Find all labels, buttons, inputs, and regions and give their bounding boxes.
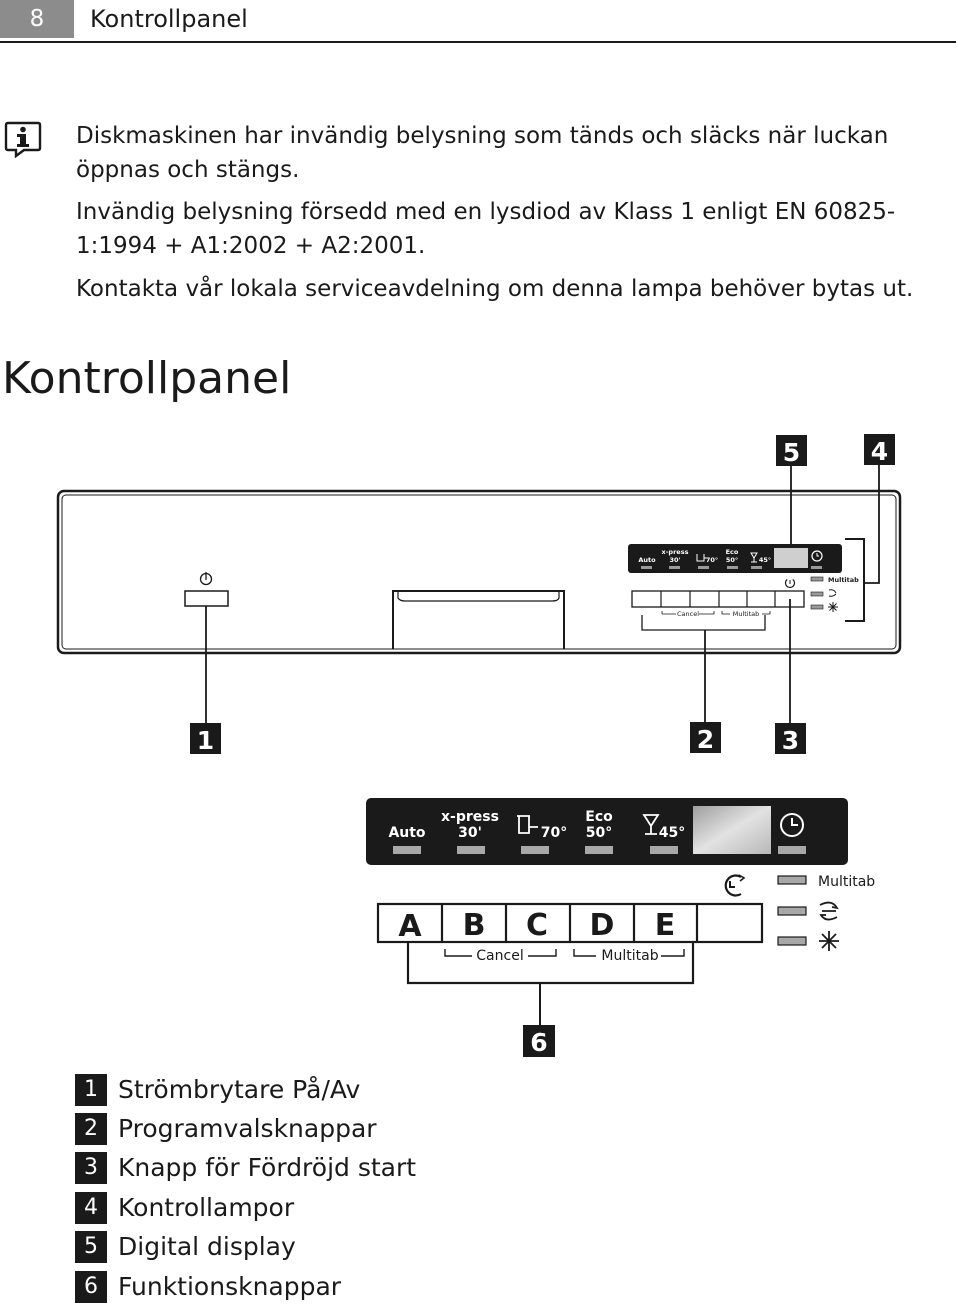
button-d[interactable]: D xyxy=(589,908,615,943)
callout-1: 1 xyxy=(196,726,215,755)
detail-label-eco: Eco xyxy=(585,809,613,825)
delay-start-icon xyxy=(726,876,741,896)
program-led xyxy=(585,846,613,854)
legend-label: Programvalsknappar xyxy=(118,1114,377,1144)
lamp-multitab xyxy=(811,577,823,581)
salt-icon xyxy=(828,602,838,612)
control-panel-overview xyxy=(0,425,960,760)
program-led xyxy=(778,846,806,854)
legend-number: 5 xyxy=(75,1231,107,1263)
overview-label-auto: Auto xyxy=(638,556,656,564)
legend-label: Knapp för Fördröjd start xyxy=(118,1153,417,1183)
lamp-rinse-aid xyxy=(778,907,806,915)
detail-label-70: 70° xyxy=(540,825,568,841)
detail-label-xpress: x-press xyxy=(441,809,499,825)
legend-number: 3 xyxy=(75,1152,107,1184)
info-icon xyxy=(4,120,42,158)
legend-item xyxy=(75,1149,416,1188)
overview-digital-display xyxy=(774,548,808,568)
overview-label-xpress-temp: 30' xyxy=(669,556,681,564)
overview-label-eco: Eco xyxy=(725,548,739,556)
detail-indicator-multitab: Multitab xyxy=(818,874,876,890)
legend-number: 2 xyxy=(75,1113,107,1145)
callout-4: 4 xyxy=(870,437,889,466)
detail-cancel-label: Cancel xyxy=(476,948,524,964)
detail-label-eco-temp: 50° xyxy=(585,825,613,841)
legend-number: 1 xyxy=(75,1074,107,1106)
lamp-rinse-aid xyxy=(811,592,823,596)
control-panel-detail xyxy=(360,790,880,1060)
legend-item xyxy=(75,1267,416,1306)
legend-item xyxy=(75,1070,416,1109)
callout-6: 6 xyxy=(530,1028,548,1057)
legend-list xyxy=(75,1070,416,1306)
detail-label-auto: Auto xyxy=(388,825,426,841)
info-paragraph: Diskmaskinen har invändig belysning som tänds och släcks när luckan öppnas och stängs. xyxy=(76,123,889,183)
legend-item xyxy=(75,1109,416,1148)
callout-3: 3 xyxy=(781,726,800,755)
callout-5: 5 xyxy=(782,438,801,467)
button-e[interactable]: E xyxy=(654,908,676,943)
lamp-salt xyxy=(778,937,806,945)
page-number: 8 xyxy=(0,0,74,38)
header-title: Kontrollpanel xyxy=(90,5,248,33)
program-led xyxy=(521,846,549,854)
overview-button-row xyxy=(632,591,804,607)
salt-icon xyxy=(819,931,839,951)
overview-label-xpress: x-press xyxy=(661,548,689,556)
callout-2: 2 xyxy=(696,725,715,754)
detail-label-45: 45° xyxy=(658,825,686,841)
overview-cancel-label: Cancel xyxy=(676,610,700,618)
info-paragraph: Invändig belysning försedd med en lysdiod av Klass 1 enligt EN 60825-1:1994 + A1:2002 + A2:2001. xyxy=(76,199,896,259)
detail-multitab-label: Multitab xyxy=(601,948,659,964)
overview-multitab-label: Multitab xyxy=(732,610,760,618)
section-title: Kontrollpanel xyxy=(2,353,292,404)
door-handle xyxy=(393,591,564,649)
legend-label: Digital display xyxy=(118,1232,296,1262)
lamp-multitab xyxy=(778,876,806,884)
button-a[interactable]: A xyxy=(398,909,422,944)
legend-item xyxy=(75,1228,416,1267)
overview-label-45: 45° xyxy=(758,556,772,564)
program-led xyxy=(457,846,485,854)
overview-label-eco-temp: 50° xyxy=(725,556,739,564)
rinse-aid-icon xyxy=(829,590,836,596)
button-b[interactable]: B xyxy=(462,908,486,943)
overview-indicator-multitab: Multitab xyxy=(828,576,859,584)
legend-label: Strömbrytare På/Av xyxy=(118,1074,361,1104)
info-paragraph: Kontakta vår lokala serviceavdelning om denna lampa behöver bytas ut. xyxy=(76,276,914,302)
program-led xyxy=(393,846,421,854)
detail-digital-display xyxy=(693,806,771,854)
detail-label-xpress-temp: 30' xyxy=(458,825,482,841)
legend-item xyxy=(75,1188,416,1227)
button-c[interactable]: C xyxy=(525,908,549,943)
power-switch xyxy=(185,591,228,606)
legend-number: 4 xyxy=(75,1192,107,1224)
overview-label-70: 70° xyxy=(705,556,719,564)
header-divider xyxy=(0,41,956,43)
legend-label: Kontrollampor xyxy=(118,1192,295,1222)
lamp-salt xyxy=(811,605,823,609)
legend-number: 6 xyxy=(75,1271,107,1303)
legend-label: Funktionsknappar xyxy=(118,1271,342,1301)
program-led xyxy=(650,846,678,854)
rinse-aid-icon xyxy=(820,903,837,920)
